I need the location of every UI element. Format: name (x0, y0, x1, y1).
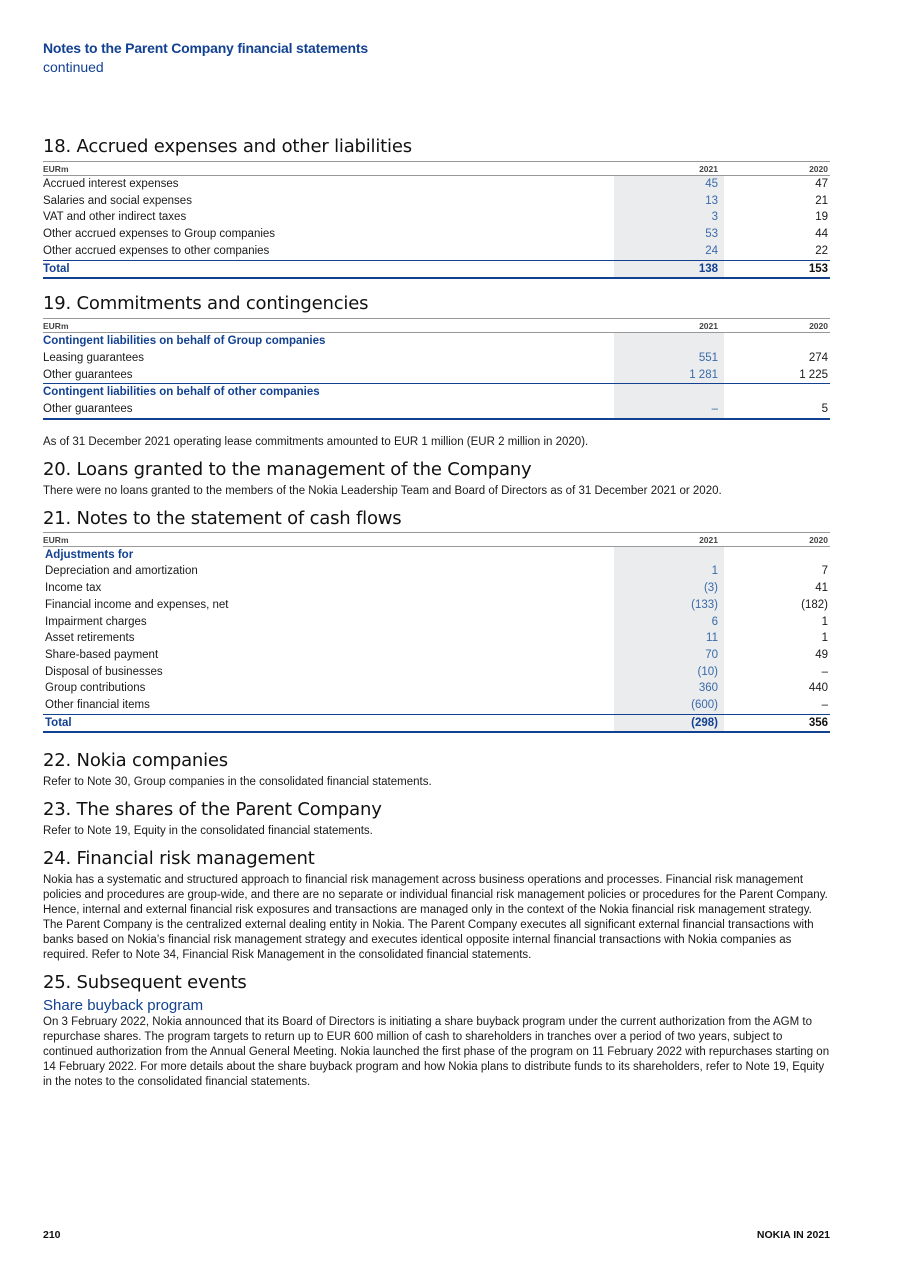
group-heading-row (43, 546, 830, 563)
group-heading-row (43, 384, 830, 401)
value-2021: 13 (614, 193, 724, 210)
total-label: Total (43, 714, 614, 732)
value-2020: 19 (815, 211, 828, 224)
value-2021: 360 (614, 680, 724, 697)
total-label: Total (43, 260, 614, 278)
table-row (43, 226, 830, 243)
value-2021: 11 (614, 630, 724, 647)
empty-cell (724, 333, 830, 350)
table-header-row (43, 532, 830, 546)
value-2020: 22 (815, 244, 828, 257)
value-2020: (182) (801, 598, 828, 611)
total-row (43, 714, 830, 732)
empty-cell (614, 546, 724, 563)
section-25-heading: 25. Subsequent events (43, 972, 247, 994)
row-label: Other guarantees (43, 368, 133, 381)
row-label: VAT and other indirect taxes (43, 211, 187, 224)
col-eurm: EURm (43, 162, 614, 176)
value-2021: 45 (614, 176, 724, 193)
table-row (43, 176, 830, 193)
empty-cell (724, 546, 830, 563)
value-2021: (600) (614, 697, 724, 714)
section-23-heading: 23. The shares of the Parent Company (43, 799, 382, 821)
section-22-text: Refer to Note 30, Group companies in the consolidated financial statements. (43, 776, 432, 789)
total-2021: 138 (614, 260, 724, 278)
col-eurm: EURm (43, 319, 614, 333)
value-2021: 1 281 (614, 367, 724, 384)
row-label: Income tax (45, 582, 102, 595)
commitments-table (43, 318, 830, 420)
section-21-heading: 21. Notes to the statement of cash flows (43, 507, 402, 529)
table-row (43, 193, 830, 210)
value-2020: 47 (815, 178, 828, 190)
col-2020: 2020 (724, 532, 830, 546)
running-header-subtitle: continued (43, 59, 104, 75)
empty-cell (614, 384, 724, 401)
total-2020: 153 (724, 260, 830, 278)
table-row (43, 350, 830, 367)
row-label: Financial income and expenses, net (45, 598, 229, 611)
section-19-heading: 19. Commitments and contingencies (43, 293, 369, 315)
page-content (43, 136, 830, 1090)
section-24-heading: 24. Financial risk management (43, 848, 315, 870)
value-2021: (3) (614, 580, 724, 597)
table-row (43, 597, 830, 614)
value-2020: – (821, 665, 828, 678)
running-header-title: Notes to the Parent Company financial statements (43, 40, 368, 56)
col-2020: 2020 (724, 319, 830, 333)
value-2020: 49 (815, 648, 828, 661)
section-20-text: There were no loans granted to the members of the Nokia Leadership Team and Board of Directors as of 31 December 2021 or 2020. (43, 484, 722, 497)
cash-flows-table (43, 532, 830, 734)
lease-commitments-note: As of 31 December 2021 operating lease commitments amounted to EUR 1 million (EUR 2 million in 2020). (43, 435, 589, 448)
table-row (43, 243, 830, 260)
table-row (43, 580, 830, 597)
value-2020: 44 (815, 228, 828, 241)
row-label: Share-based payment (45, 648, 159, 661)
value-2021: 3 (614, 209, 724, 226)
row-label: Other accrued expenses to Group companies (43, 228, 276, 241)
col-2021: 2021 (614, 532, 724, 546)
col-2021: 2021 (614, 319, 724, 333)
total-2020: 356 (724, 714, 830, 732)
value-2021: 551 (614, 350, 724, 367)
value-2021: (133) (614, 597, 724, 614)
value-2021: 24 (614, 243, 724, 260)
table-header-row (43, 162, 830, 176)
row-label: Accrued interest expenses (43, 178, 179, 190)
value-2020: 440 (808, 682, 828, 695)
table-row (43, 680, 830, 697)
value-2020: 1 (821, 615, 828, 628)
total-row (43, 260, 830, 278)
section-20-heading: 20. Loans granted to the management of the Company (43, 458, 532, 480)
table-row (43, 614, 830, 631)
section-22-heading: 22. Nokia companies (43, 750, 228, 772)
value-2020: – (821, 699, 828, 712)
document-name: NOKIA IN 2021 (756, 1229, 830, 1241)
value-2020: 274 (808, 351, 828, 364)
section-25-text: On 3 February 2022, Nokia announced that its Board of Directors is initiating a share buyback program under the current authorization from the AGM to repurchase shares. The program targets to return up to EUR 600 million of cash to shareholders in tranches over a period of two years, subject to continued authorization from the Annual General Meeting. Nokia launched the first phase of the program on 11 February 2022 with repurchases starting on 14 February 2022. For more details about the share buyback program and how Nokia plans to distribute funds to its shareholders, refer to Note 19, Equity in the notes to the consolidated financial statements. (43, 1016, 830, 1089)
value-2020: 1 (821, 632, 828, 645)
row-label: Other guarantees (43, 401, 614, 419)
value-2021: 6 (614, 614, 724, 631)
table-row (43, 367, 830, 384)
value-2021: – (614, 401, 724, 419)
empty-cell (724, 384, 830, 401)
value-2020: 21 (815, 194, 828, 207)
table-row (43, 697, 830, 714)
accrued-expenses-table (43, 161, 830, 279)
value-2021: (10) (614, 664, 724, 681)
col-2020: 2020 (724, 162, 830, 176)
section-23-text: Refer to Note 19, Equity in the consolidated financial statements. (43, 825, 373, 838)
value-2021: 70 (614, 647, 724, 664)
group-heading: Contingent liabilities on behalf of other companies (43, 384, 614, 401)
group-heading-row (43, 333, 830, 350)
total-2021: (298) (614, 714, 724, 732)
row-label: Depreciation and amortization (45, 565, 198, 578)
row-label: Other accrued expenses to other companies (43, 244, 270, 257)
row-label: Impairment charges (45, 615, 147, 628)
section-24-text: Nokia has a systematic and structured approach to financial risk management across business operations and processes. Financial risk management policies and procedures are group-wide, and there are no separate or individual financial risk management policies or procedures for the Parent Company. Hence, internal and external financial risk exposures and transactions are managed only in the context of the Nokia financial risk management strategy. The Parent Company is the centralized external dealing entity in Nokia. The Parent Company executes all significant external financial transactions with banks based on Nokia’s financial risk management strategy and executes identical opposite internal financial transactions with Nokia companies as required. Refer to Note 34, Financial Risk Management in the consolidated financial statements. (43, 874, 828, 962)
value-2020: 7 (821, 565, 828, 578)
table-row (43, 664, 830, 681)
value-2021: 53 (614, 226, 724, 243)
group-heading: Adjustments for (45, 548, 134, 561)
row-label: Leasing guarantees (43, 351, 145, 364)
value-2020: 5 (724, 401, 830, 419)
value-2020: 41 (815, 582, 828, 595)
table-header-row (43, 319, 830, 333)
row-label: Salaries and social expenses (43, 194, 192, 207)
row-label: Group contributions (45, 682, 146, 695)
table-row (43, 647, 830, 664)
group-heading: Contingent liabilities on behalf of Group companies (43, 335, 326, 348)
page-number: 210 (43, 1229, 61, 1241)
row-label: Disposal of businesses (45, 665, 163, 678)
value-2021: 1 (614, 563, 724, 580)
table-row (43, 563, 830, 580)
table-row (43, 209, 830, 226)
table-row (43, 401, 830, 419)
empty-cell (614, 333, 724, 350)
table-row (43, 630, 830, 647)
share-buyback-subheading: Share buyback program (43, 997, 204, 1015)
col-2021: 2021 (614, 162, 724, 176)
col-eurm: EURm (43, 532, 614, 546)
row-label: Other financial items (45, 699, 150, 712)
section-18-heading: 18. Accrued expenses and other liabilities (43, 136, 412, 157)
row-label: Asset retirements (45, 632, 135, 645)
value-2020: 1 225 (799, 368, 828, 381)
